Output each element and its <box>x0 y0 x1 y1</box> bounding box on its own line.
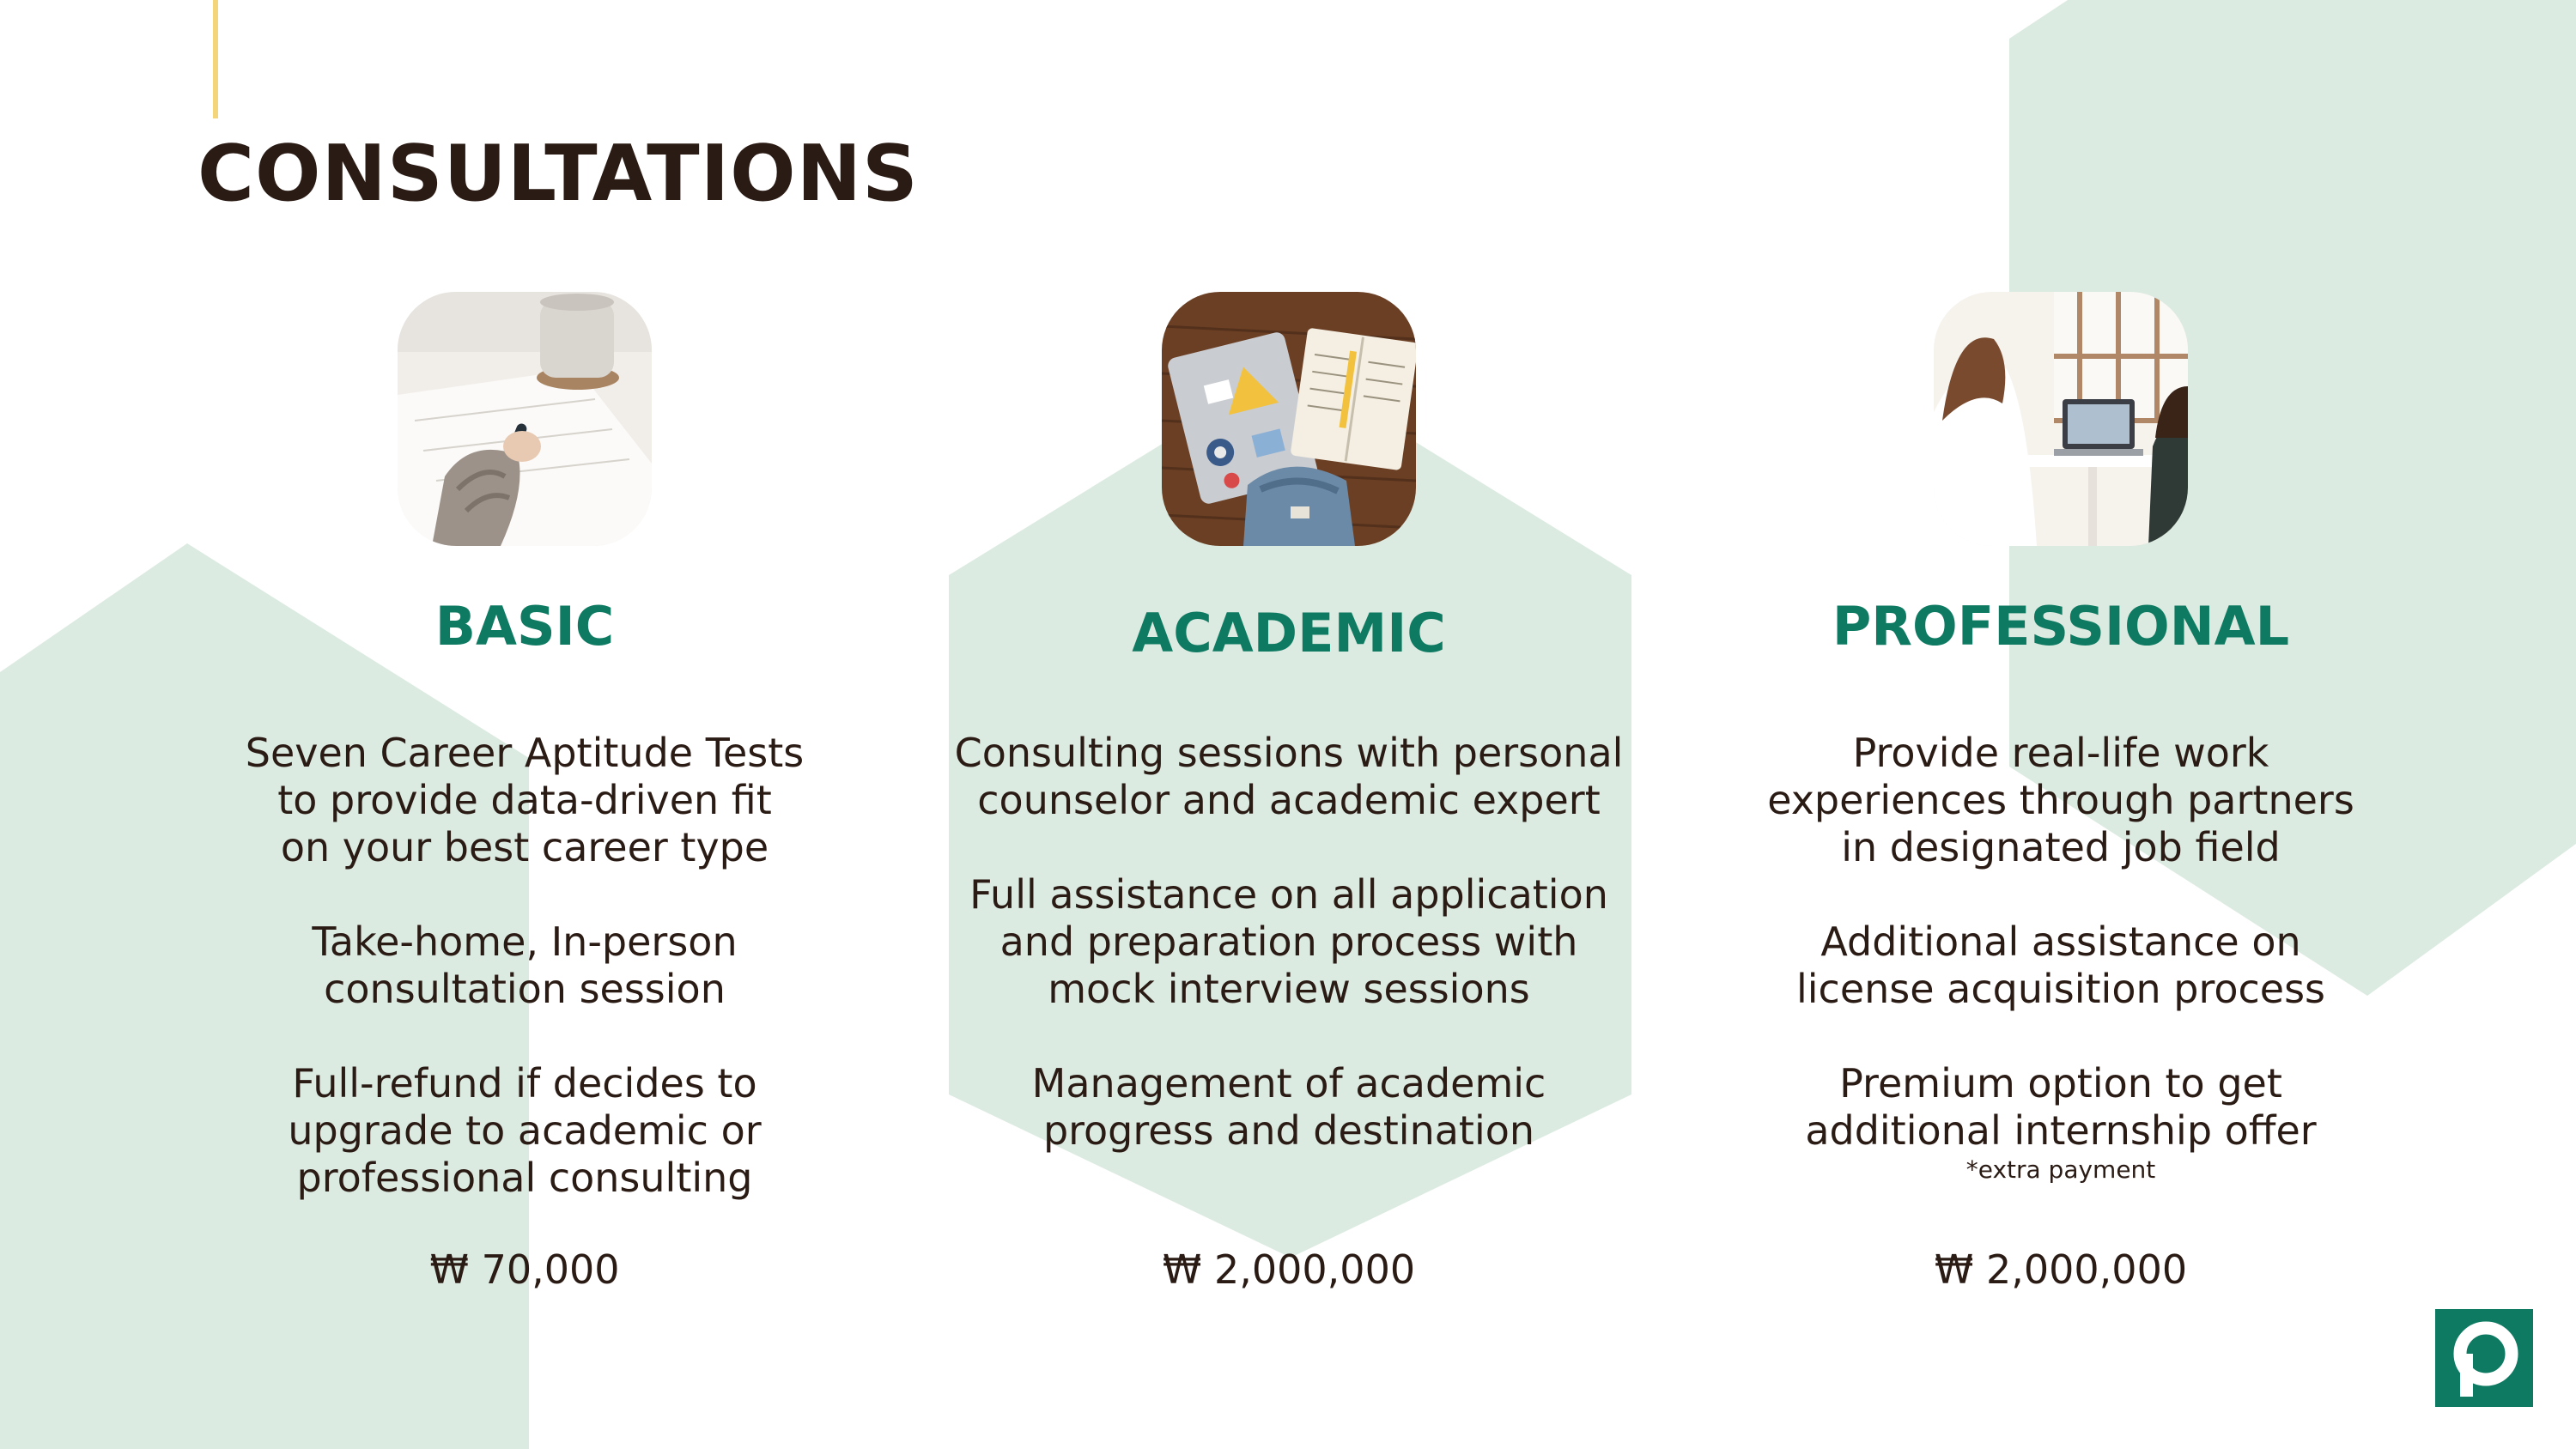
plan-feature: Seven Career Aptitude Tests to provide data-driven fit on your best career type <box>245 730 805 870</box>
plan-photo-professional <box>1934 292 2188 546</box>
laptop-notebook-backpack-image <box>1162 292 1416 546</box>
plan-name-academic: ACADEMIC <box>1132 602 1446 664</box>
plan-card-basic <box>181 292 868 1293</box>
plan-feature: Additional assistance on license acquisition process <box>1795 919 2326 1012</box>
page-title: CONSULTATIONS <box>197 129 919 219</box>
plan-feature: Take-home, In-person consultation session <box>312 919 738 1012</box>
brand-logo-icon <box>2435 1309 2533 1407</box>
plan-feature: Provide real-life work experiences through partners in designated job field <box>1767 730 2354 870</box>
plan-price-academic: ₩ 2,000,000 <box>1162 1246 1416 1293</box>
plan-features-academic <box>945 730 1632 1155</box>
plan-feature: Consulting sessions with personal counselor and academic expert <box>954 730 1624 823</box>
plan-feature-note: *extra payment <box>1965 1155 2156 1184</box>
plan-feature: Full-refund if decides to upgrade to academic or professional consulting <box>288 1060 762 1201</box>
plan-features-professional <box>1717 730 2404 1184</box>
title-accent-bar <box>213 0 218 118</box>
plan-card-professional <box>1717 292 2404 1293</box>
plan-photo-academic <box>1162 292 1416 546</box>
plan-price-basic: ₩ 70,000 <box>429 1246 620 1293</box>
brand-p-logo <box>2435 1309 2533 1407</box>
plan-card-academic <box>945 292 1632 1293</box>
plan-name-basic: BASIC <box>434 595 615 658</box>
plan-photo-basic <box>398 292 652 546</box>
plan-feature: Full assistance on all application and preparation process with mock interview sessions <box>969 871 1608 1012</box>
plan-features-basic <box>181 730 868 1202</box>
plan-feature: Premium option to get additional internship offer <box>1805 1060 2317 1154</box>
plan-price-professional: ₩ 2,000,000 <box>1934 1246 2188 1293</box>
person-writing-notes-image <box>398 292 652 546</box>
plan-feature: Management of academic progress and destination <box>1031 1060 1546 1154</box>
plan-name-professional: PROFESSIONAL <box>1832 595 2290 658</box>
people-working-at-laptop-image <box>1934 292 2188 546</box>
